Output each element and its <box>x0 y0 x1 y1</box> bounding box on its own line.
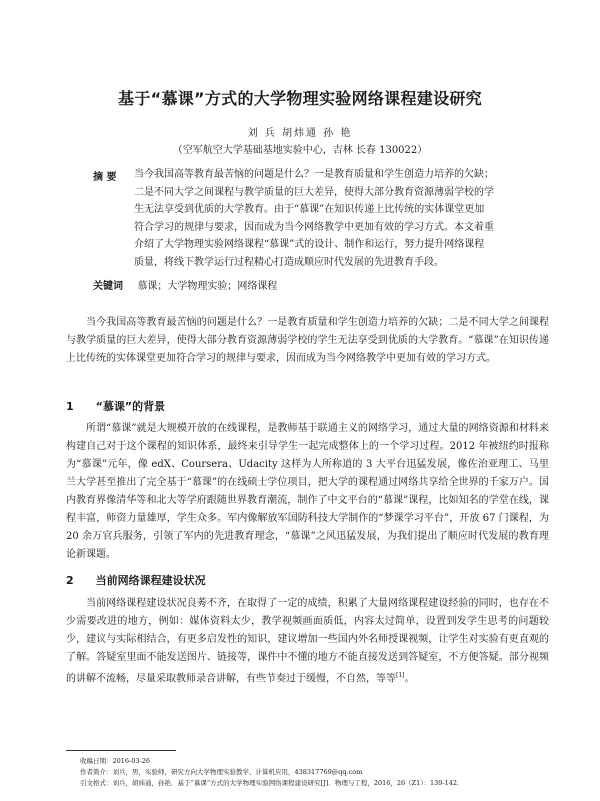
section-title: “慕课”的背景 <box>95 400 166 413</box>
paper-title: 基于“慕课”方式的大学物理实验网络课程建设研究 <box>118 89 482 108</box>
citation-punct: 。 <box>404 673 415 685</box>
footnote-citation-format: 引文格式：刘兵，胡炜通，孙艳．基于“慕课”方式的大学物理实验网络课程建设研究[J]．物理与工程，2016，26（Z1）：139-142． <box>80 779 464 787</box>
abstract-line: 二是不同大学之间课程与教学质量的巨大差异，使得大部分教育资源薄弱学校的学 <box>134 186 494 198</box>
footnote-received: 收稿日期：2016-03-26 <box>80 757 150 765</box>
section-2-paragraph <box>66 595 549 688</box>
keywords-label: 关键词 <box>93 281 123 292</box>
abstract-text <box>134 166 554 272</box>
section-title: 当前网络课程建设状况 <box>95 574 206 587</box>
abstract-line: 生无法享受到优质的大学教育。由于“慕课”在知识传递上比传统的实体课堂更加 <box>134 204 485 216</box>
keywords-text: 慕课；大学物理实验；网络课程 <box>137 281 278 292</box>
section-1-paragraph: 所谓“慕课”就是大规模开放的在线课程，是教师基于联通主义的网络学习，通过大量的网络资源和材料来构建自己对于这个课程的知识体系，最终来引导学生一起完成整体上的一个学习过程。2012 年被纽约时报称为“慕课”元年，像 edX、Coursera、Udacity 这样为人所称道的 3 大平台迅猛发展，像佐治亚理工、马里兰大学甚至推出了完全基于“慕课”的在线硕士学位项目，把大学的课程通过网络共享给全世界的千家万户。国内教育界像清华等和北大等学府跟随世界教育潮流，制作了中文平台的“慕课”课程，比如知名的学堂在线，课程丰富，师资力量雄厚，学生众多。军内像解放军国防科技大学制作的“梦课学习平台”，开放 67 门课程，为 20 余万官兵服务，引领了军内的先进教育理念，“慕课”之风迅猛发展，为我们提出了顺应时代发展的教育理论新课题。 <box>66 423 549 560</box>
section-number: 2 <box>66 574 74 587</box>
section-heading-2 <box>66 572 206 588</box>
abstract-line: 当今我国高等教育最苦恼的问题是什么？一是教育质量和学生创造力培养的欠缺； <box>134 169 494 180</box>
abstract-line: 介绍了大学物理实验网络课程“慕课”式的设计、制作和运行，努力提升网络课程 <box>134 239 485 251</box>
keywords <box>93 277 553 292</box>
affiliation: （空军航空大学基础基地实验中心，吉林 长春 130022） <box>172 145 428 156</box>
footnote-author-info: 作者简介：刘兵，男，实验师，研究方向大学物理实验教学、计算机应用，438317769@qq.com <box>80 768 363 776</box>
footnote-divider <box>66 750 176 751</box>
abstract-line: 符合学习的规律与要求，因而成为当今网络教学中更加有效的学习方式。本文着重 <box>134 221 494 233</box>
abstract-line: 质量，将线下教学运行过程精心打造成顺应时代发展的先进教育手段。 <box>134 256 444 268</box>
section-heading-1 <box>66 398 165 414</box>
section-number: 1 <box>66 400 74 413</box>
citation-ref: [1] <box>396 672 405 679</box>
abstract-label: 摘 要 <box>93 172 117 183</box>
intro-paragraph: 当今我国高等教育最苦恼的问题是什么？一是教育质量和学生创造力培养的欠缺；二是不同大学之间课程与教学质量的巨大差异，使得大部分教育资源薄弱学校的学生无法享受到优质的大学教育。“慕课”在知识传递上比传统的实体课堂更加符合学习的规律与要求，因而成为当今网络教学中更加有效的学习方式。 <box>66 317 549 364</box>
author-list: 刘 兵 胡炜通 孙 艳 <box>247 128 353 139</box>
section-2-text: 当前网络课程建设状况良莠不齐，在取得了一定的成绩，积累了大量网络课程建设经验的同时，也存在不少需要改进的地方，例如：媒体资料太少，教学视频画面质低，内容太过简单，设置到发学生思考的问题较少，建议与实际相结合，有更多启发性的知识，建议增加一些国内外名师授课视频，让学生对实验有更直观的了解。答疑室里面不能发送图片、链接等，课件中不懂的地方不能直接发送到答疑室，不方便答疑。部分视频的讲解不流畅，尽量采取教师录音讲解，有些节奏过于缓慢，不自然，等等 <box>66 598 549 685</box>
